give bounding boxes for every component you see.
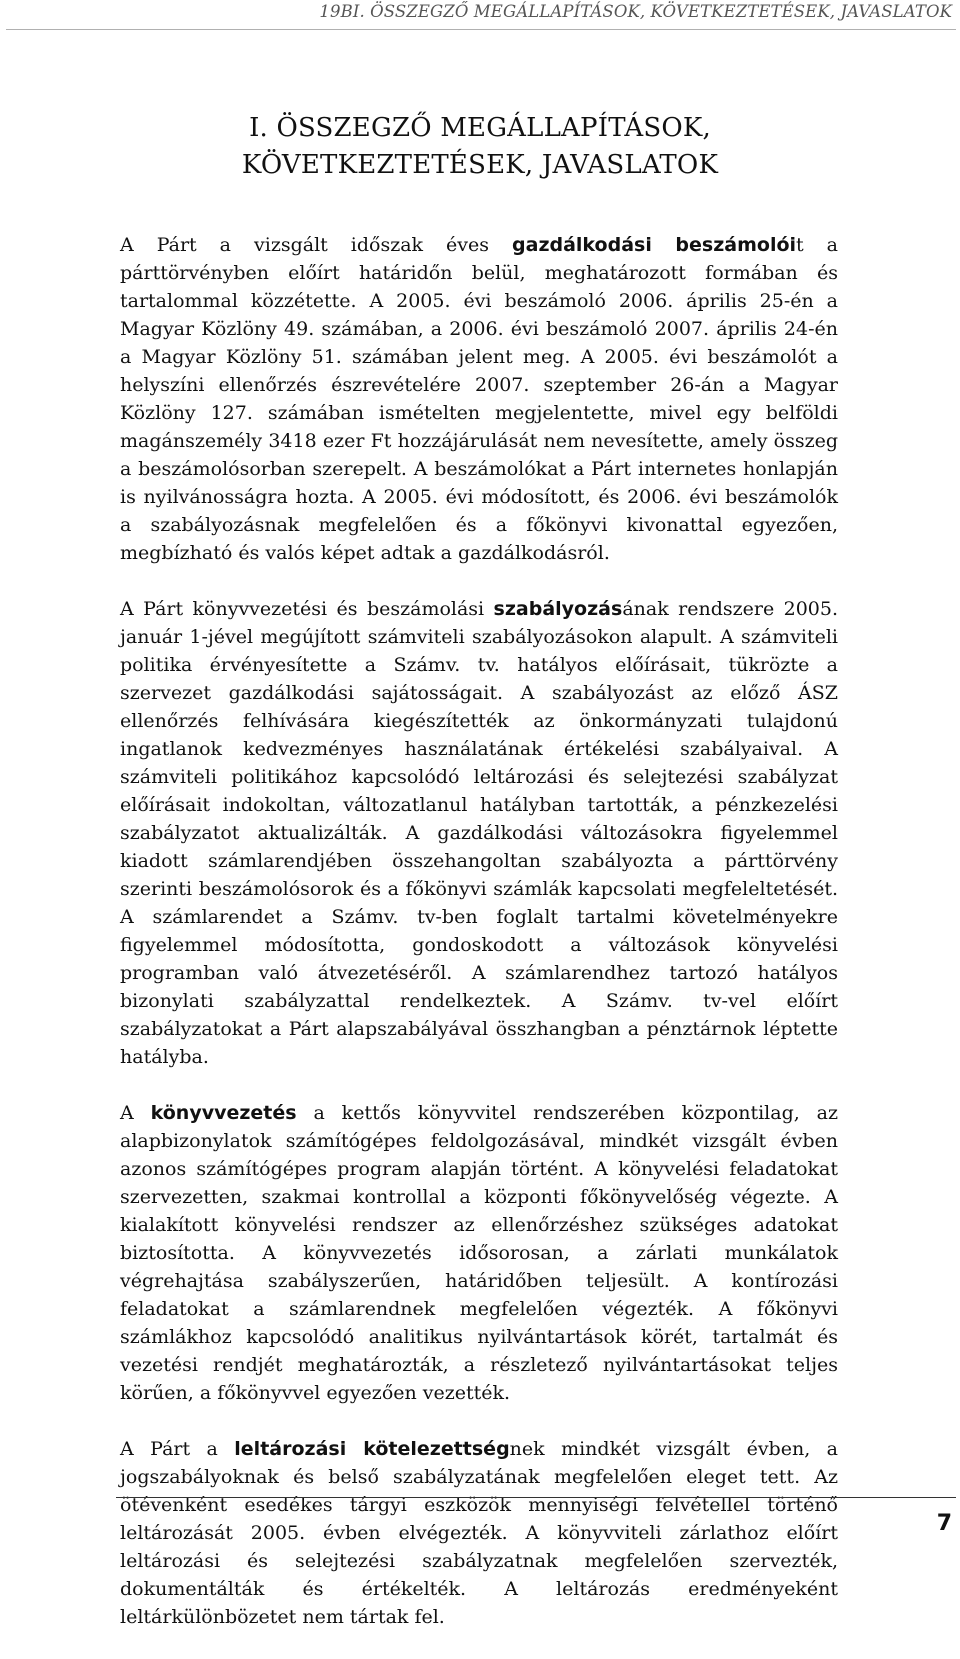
body-text	[120, 231, 838, 1659]
footer-divider	[116, 1497, 956, 1498]
paragraph-bookkeeping: A könyvvezetés a kettős könyvvitel rendszerében központilag, az alapbizonylatok számítógépes feldolgozásával, mindkét vizsgált évben azonos számítógépes program alapján történt. A könyvelési feladatokat szervezetten, szakmai kontrollal a központi főkönyvelőség végezte. A kialakított könyvelési rendszer az ellenőrzéshez szükséges adatokat biztosította. A könyvvezetés idősorosan, a zárlati munkálatok végrehajtása szabályszerűen, határidőben teljesült. A kontírozási feladatokat a számlarendnek megfelelően végezték. A főkönyvi számlákhoz kapcsolódó analitikus nyilvántartások körét, tartalmát és vezetési rendjét meghatározták, a részletező nyilvántartásokat teljes körűen, a főkönyvvel egyezően vezették.	[120, 1102, 838, 1404]
bold-term: leltározási kötelezettség	[234, 1438, 510, 1460]
paragraph-annual-reports: A Párt a vizsgált időszak éves gazdálkodási beszámolóit a párttörvényben előírt határidőn belül, meghatározott formában és tartalommal közzétette. A 2005. évi beszámoló 2006. április 25-én a Magyar Közlöny 49. számában, a 2006. évi beszámoló 2007. április 24-én a Magyar Közlöny 51. számában jelent meg. A 2005. évi beszámolót a helyszíni ellenőrzés észrevételére 2007. szeptember 26-án a Magyar Közlöny 127. számában ismételten megjelentette, mivel egy belföldi magánszemély 3418 ezer Ft hozzájárulását nem nevesítette, amely összeg a beszámolósorban szerepelt. A beszámolókat a Párt internetes honlapján is nyilvánosságra hozta. A 2005. évi módosított, és 2006. évi beszámolók a szabályozásnak megfelelően és a főkönyvi kivonattal egyezően, megbízható és valós képet adtak a gazdálkodásról.	[120, 234, 838, 564]
bold-term: könyvvezetés	[150, 1102, 297, 1124]
page-number: 7	[936, 1511, 952, 1536]
header-divider	[6, 29, 956, 30]
running-header: 19BI. ÖSSZEGZŐ MEGÁLLAPÍTÁSOK, KÖVETKEZTETÉSEK, JAVASLATOK	[319, 2, 952, 21]
paragraph-regulation: A Párt könyvvezetési és beszámolási szabályozásának rendszere 2005. január 1-jével megújított számviteli szabályozásokon alapult. A számviteli politika érvényesítette a Számv. tv. hatályos előírásait, tükrözte a szervezet gazdálkodási sajátosságait. A szabályozást az előző ÁSZ ellenőrzés felhívására kiegészítették az önkormányzati tulajdonú ingatlanok kedvezményes használatának értékelési szabályaival. A számviteli politikához kapcsolódó leltározási és selejtezési szabályzat előírásait indokoltan, változatlanul hatályban tartották, a pénzkezelési szabályzatot aktualizálták. A gazdálkodási változásokra figyelemmel kiadott számlarendjében összehangoltan szabályozta a párttörvény szerinti beszámolósorok és a főkönyvi számlák kapcsolati megfeleltetését. A számlarendet a Számv. tv-ben foglalt tartalmi követelményekre figyelemmel módosította, gondoskodott a változások könyvelési programban való átvezetéséről. A számlarendhez tartozó hatályos bizonylati szabályzattal rendelkeztek. A Számv. tv-vel előírt szabályzatokat a Párt alapszabályával összhangban a pénztárnok léptette hatályba.	[120, 598, 838, 1068]
bold-term: gazdálkodási beszámolói	[512, 234, 797, 256]
paragraph-inventory: A Párt a leltározási kötelezettségnek mindkét vizsgált évben, a jogszabályoknak és belső szabályzatának megfelelően eleget tett. Az ötévenként esedékes tárgyi eszközök mennyiségi felvétellel történő leltározását 2005. évben elvégezték. A könyvviteli zárlathoz előírt leltározási és selejtezési szabályzatnak megfelelően szervezték, dokumentálták és értékelték. A leltározás eredményeként leltárkülönbözetet nem tártak fel.	[120, 1438, 838, 1628]
bold-term: szabályozás	[493, 598, 623, 620]
page-title: I. ÖSSZEGZŐ MEGÁLLAPÍTÁSOK, KÖVETKEZTETÉSEK, JAVASLATOK	[241, 113, 719, 180]
